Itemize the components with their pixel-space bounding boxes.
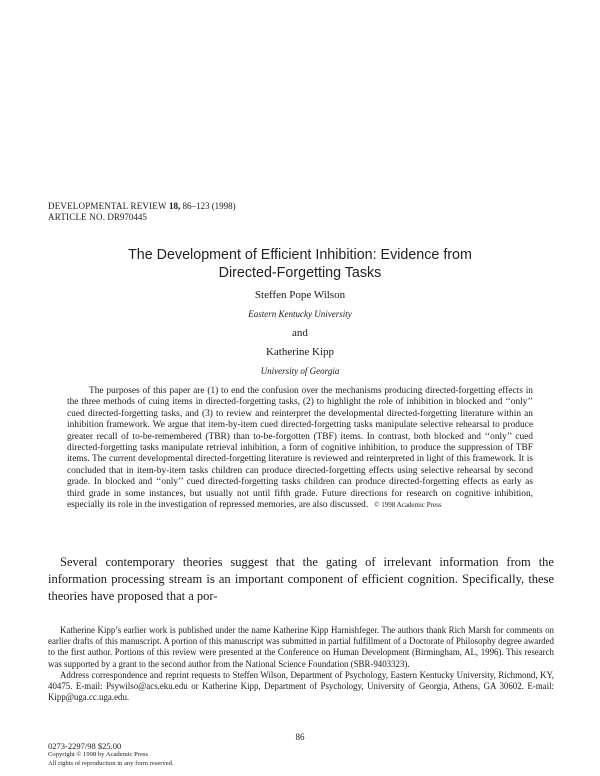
paper-title-line-1: The Development of Efficient Inhibition: Evidence from bbox=[128, 247, 472, 263]
paper-title bbox=[40, 246, 560, 282]
footer-rights: All rights of reproduction in any form reserved. bbox=[48, 759, 174, 767]
author-conjunction: and bbox=[292, 327, 308, 339]
footnotes bbox=[48, 625, 554, 703]
author-1-name: Steffen Pope Wilson bbox=[254, 289, 346, 301]
footnote-acknowledgements: Katherine Kipp’s earlier work is published under the name Katherine Kipp Harnishfeger. The authors thank Rich Marsh for comments on earlier drafts of this manuscript. A portion of this manuscript was submitted in partial fulfillment of a Doctorate of Philosophy degree awarded to the first author. Portions of this review were presented at the Conference on Human Development (Birmingham, AL, 1996). This research was supported by a grant to the second author from the National Science Foundation (SBR-9403323). bbox=[48, 625, 554, 669]
author-2-name: Katherine Kipp bbox=[265, 346, 335, 358]
article-label: ARTICLE NO. bbox=[48, 212, 106, 222]
abstract-text: The purposes of this paper are (1) to end the confusion over the mechanisms producing directed-forgetting effects in the three methods of cuing items in directed-forgetting tasks, (2) to highlight the role of inhibition in blocked and ‘‘only’’ cued directed-forgetting tasks, and (3) to review and reinterpret the developmental directed-forgetting literature within an inhibition framework. We argue that item-by-item cued directed-forgetting tasks manipulate selective rehearsal to produce greater recall of to-be-remembered (TBR) than to-be-forgotten (TBF) items. In contrast, both blocked and ‘‘only’’ cued directed-forgetting tasks manipulate retrieval inhibition, a form of cognitive inhibition, to produce the suppression of TBF items. The current developmental directed-forgetting literature is reviewed and reinterpreted in light of this framework. It is concluded that in item-by-item tasks children can produce directed-forgetting effects using selective rehearsal by second grade. In blocked and ‘‘only’’ cued directed-forgetting tasks children can produce directed-forgetting effects as early as third grade in some instances, but usually not until fifth grade. Future directions for research on cognitive inhibition, especially its role in the investigation of repressed memories, are also discussed. bbox=[67, 386, 533, 511]
page-number: 86 bbox=[295, 732, 305, 742]
journal-name: DEVELOPMENTAL REVIEW bbox=[48, 201, 167, 211]
article-id bbox=[48, 212, 348, 223]
author-2-affiliation: University of Georgia bbox=[260, 366, 340, 376]
page-footer bbox=[48, 741, 348, 768]
journal-citation bbox=[48, 201, 348, 212]
abstract bbox=[67, 386, 533, 511]
footer-copyright: Copyright © 1998 by Academic Press bbox=[48, 751, 149, 758]
article-number: DR970445 bbox=[107, 212, 147, 222]
author-1-affiliation: Eastern Kentucky University bbox=[248, 309, 352, 319]
body-paragraph: Several contemporary theories suggest that the gating of irrelevant information from the information processing stream is an important component of efficient cognition. Specifically, these theories have proposed that a por- bbox=[48, 555, 554, 603]
footnote-correspondence: Address correspondence and reprint requests to Steffen Wilson, Department of Psychology, Eastern Kentucky University, Richmond, KY, 40475. E-mail: Psywilso@acs.eku.edu or Katherine Kipp, Department of Psychology, University of Georgia, Athens, GA 30602. E-mail: Kipp@uga.cc.uga.edu. bbox=[48, 669, 554, 703]
paper-title-line-2: Directed-Forgetting Tasks bbox=[218, 265, 382, 281]
issn-price: 0273-2297/98 $25.00 bbox=[48, 741, 122, 751]
journal-pages-year: 86–123 (1998) bbox=[182, 201, 236, 211]
journal-volume: 18, bbox=[168, 201, 181, 211]
abstract-copyright: © 1998 Academic Press bbox=[374, 501, 442, 510]
